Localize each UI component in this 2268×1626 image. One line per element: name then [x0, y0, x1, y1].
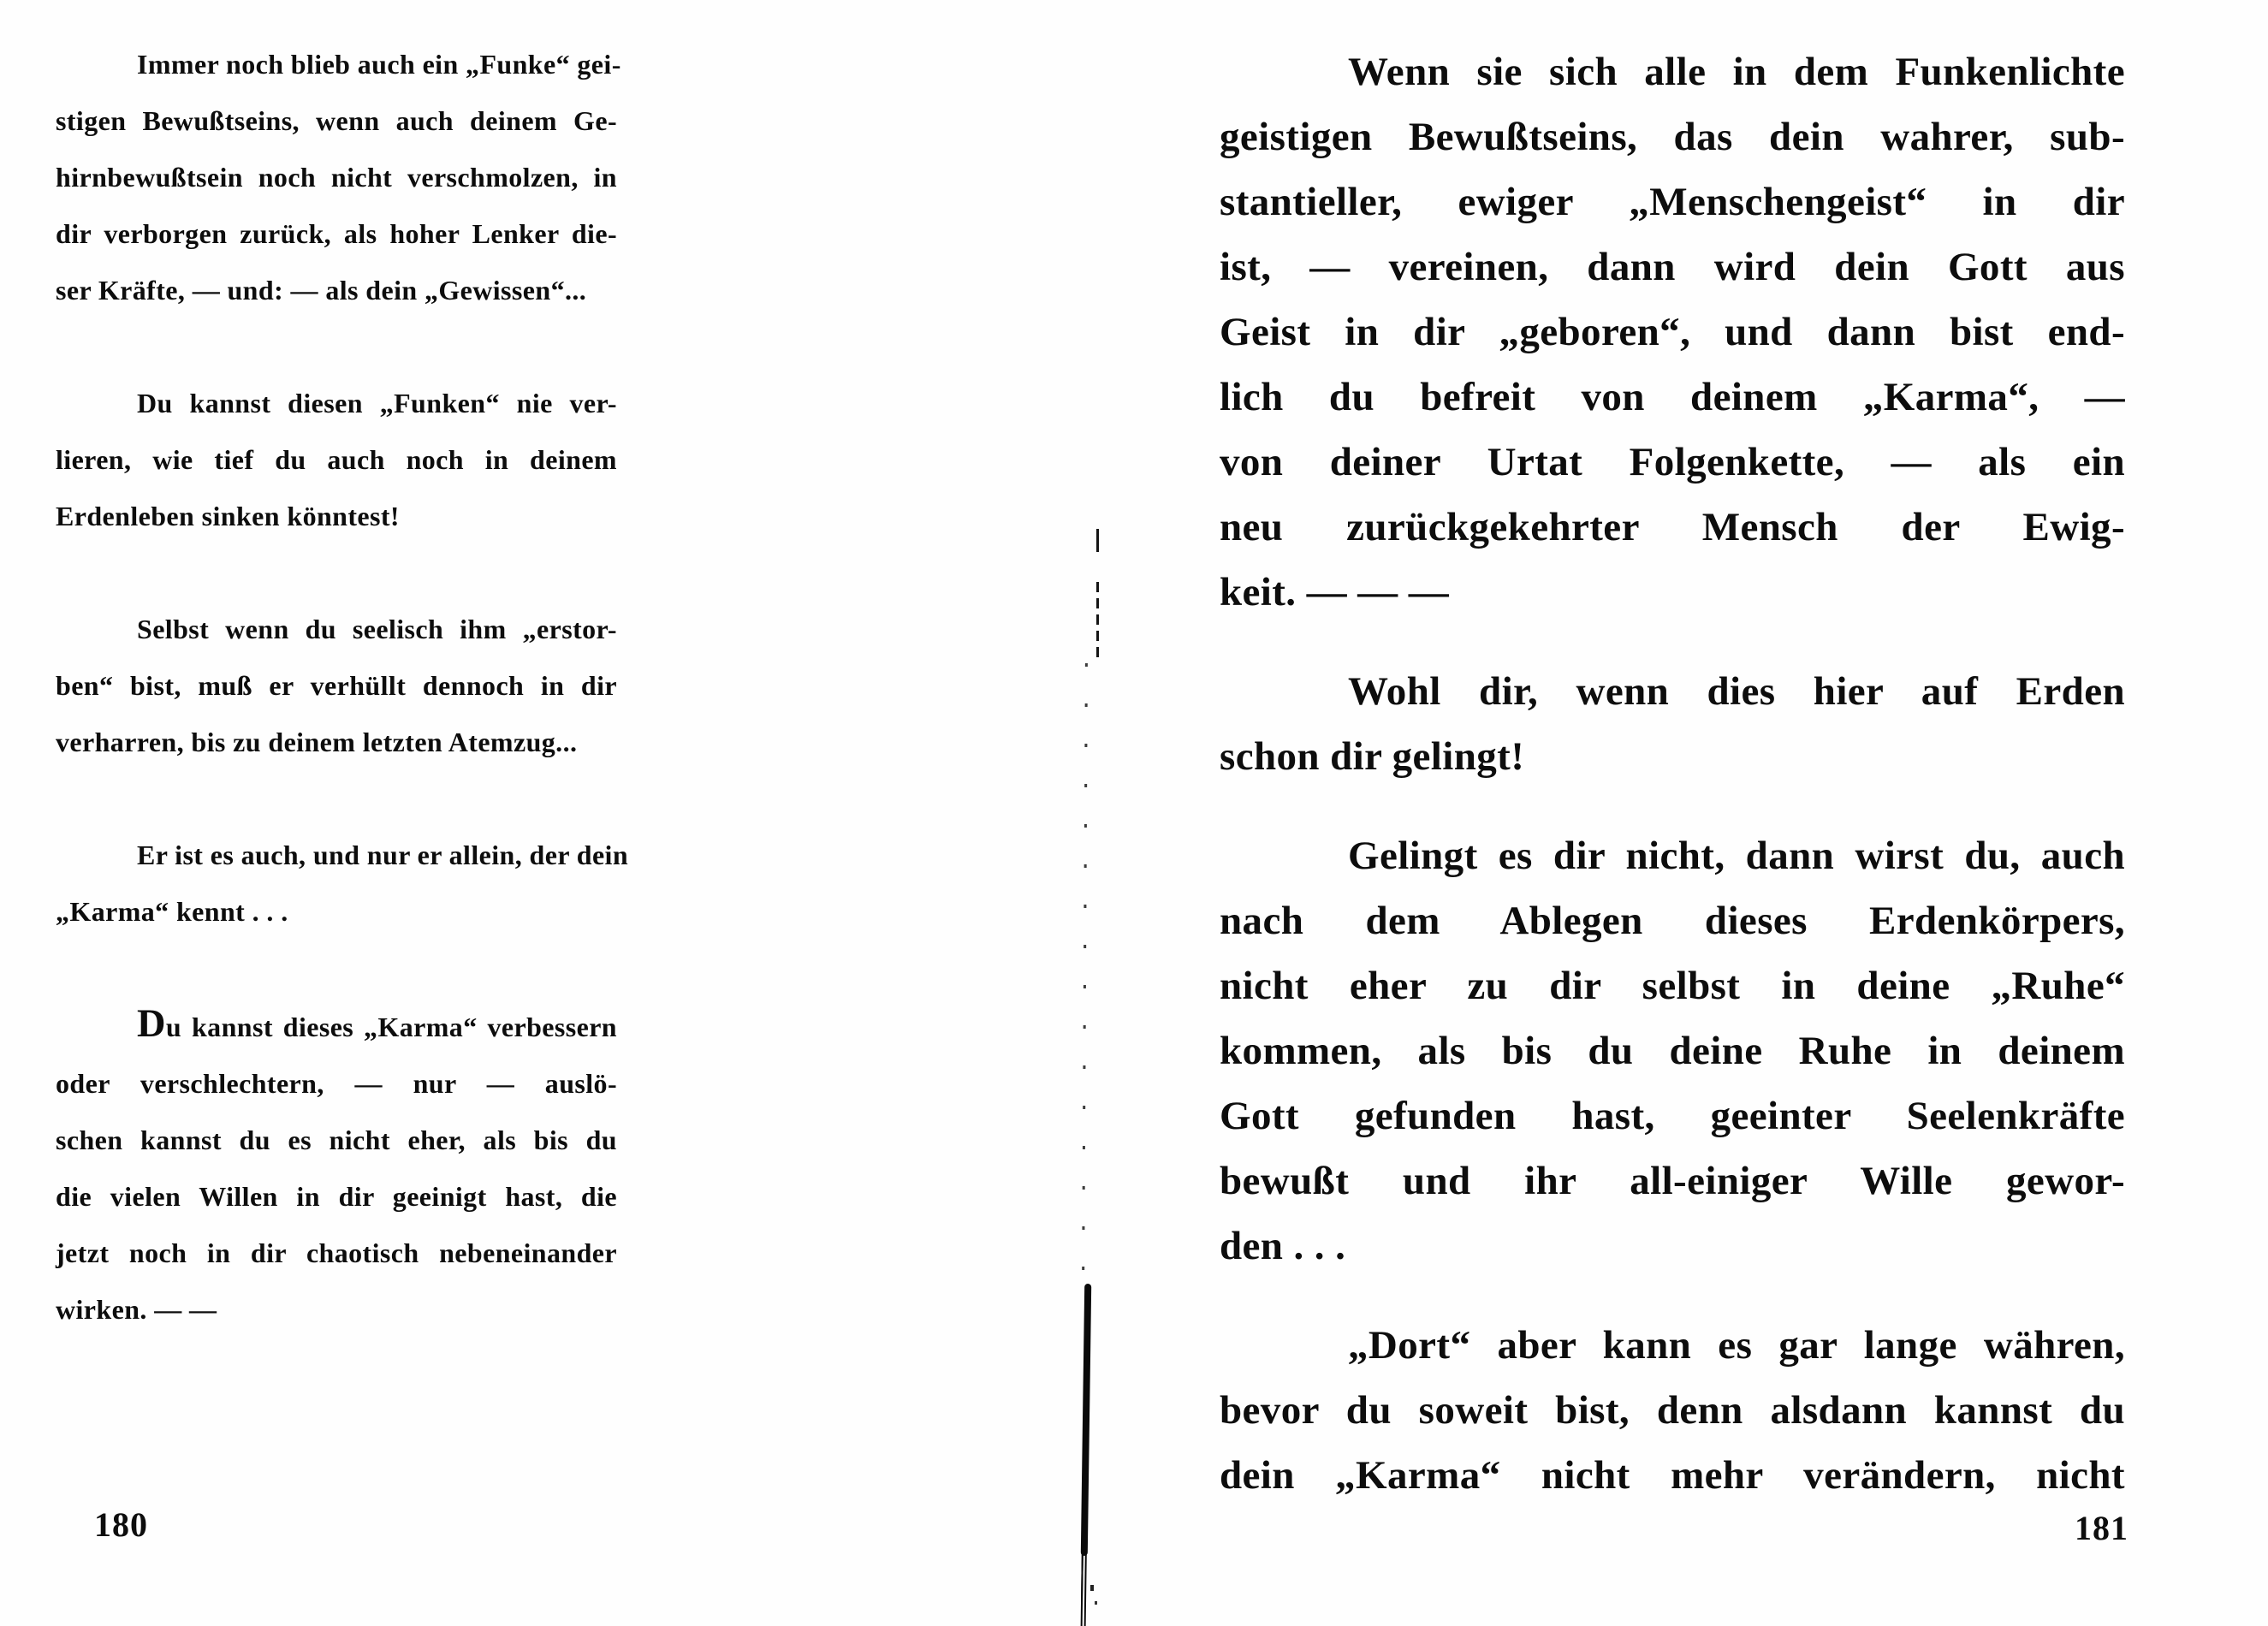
paragraph — [1220, 39, 2125, 625]
gutter-fold-line-top — [1096, 529, 1099, 552]
text-line: dein „Karma“ nicht mehr verändern, nicht — [1220, 1453, 2125, 1498]
gutter-fold-line-heavy — [1081, 1284, 1091, 1556]
gutter-fold-line-dashes — [1096, 582, 1099, 659]
text-line: hirnbewußtsein noch nicht verschmolzen, in — [56, 162, 617, 193]
paragraph — [56, 996, 617, 1338]
text-line: „Dort“ aber kann es gar lange währen, — [1348, 1323, 2125, 1368]
text-line: geistigen Bewußtseins, das dein wahrer, sub- — [1220, 115, 2125, 159]
text-line: nach dem Ablegen dieses Erdenkörpers, — [1220, 899, 2125, 943]
text-line: Wenn sie sich alle in dem Funkenlichte — [1348, 50, 2125, 94]
text-line: lieren, wie tief du auch noch in deinem — [56, 444, 617, 475]
paragraph — [1220, 1313, 2125, 1508]
text-line: oder verschlechtern, — nur — auslö- — [56, 1068, 617, 1099]
text-line: „Karma“ kennt . . . — [56, 896, 288, 927]
text-line: Er ist es auch, und nur er allein, der dein — [137, 840, 629, 870]
gutter-speck — [1090, 1585, 1094, 1591]
text-line: nicht eher zu dir selbst in deine „Ruhe“ — [1220, 964, 2125, 1008]
paragraph — [56, 36, 621, 318]
text-line: den . . . — [1220, 1224, 1346, 1268]
text-line: schen kannst du es nicht eher, als bis du — [56, 1125, 617, 1155]
text-line: Du kannst diesen „Funken“ nie ver- — [137, 388, 617, 418]
paragraph — [56, 375, 617, 544]
paragraph — [1220, 823, 2125, 1279]
paragraph — [56, 827, 629, 940]
text-line: ist, — vereinen, dann wird dein Gott aus — [1220, 245, 2125, 289]
text-line: verharren, bis zu deinem letzten Atemzug... — [56, 727, 578, 757]
text-line: Geist in dir „geboren“, und dann bist end- — [1220, 310, 2125, 354]
gutter-fold-line-speckles — [1082, 663, 1088, 1284]
text-line: bewußt und ihr all-einiger Wille gewor- — [1220, 1159, 2125, 1203]
text-line: von deiner Urtat Folgenkette, — als ein — [1220, 440, 2125, 484]
text-line: Immer noch blieb auch ein „Funke“ gei- — [137, 49, 621, 80]
text-line: Gott gefunden hast, geeinter Seelenkräfte — [1220, 1094, 2125, 1138]
page-181 — [1220, 39, 2125, 1542]
text-line: ben“ bist, muß er verhüllt dennoch in dir — [56, 670, 617, 701]
text-line: neu zurückgekehrter Mensch der Ewig- — [1220, 505, 2125, 549]
page-180 — [56, 36, 629, 1394]
text-line: jetzt noch in dir chaotisch nebeneinander — [56, 1237, 617, 1268]
text-line: ser Kräfte, — und: — als dein „Gewissen“... — [56, 275, 587, 306]
text-line: dir verborgen zurück, als hoher Lenker die- — [56, 218, 617, 249]
text-line: Du kannst dieses „Karma“ verbessern — [137, 1002, 617, 1046]
text-line: kommen, als bis du deine Ruhe in deinem — [1220, 1029, 2125, 1073]
text-line: die vielen Willen in dir geeinigt hast, die — [56, 1181, 617, 1212]
text-line: keit. — — — — [1220, 570, 1450, 614]
text-line: Wohl dir, wenn dies hier auf Erden — [1348, 669, 2125, 714]
text-line: stigen Bewußtseins, wenn auch deinem Ge- — [56, 105, 617, 136]
text-line: schon dir gelingt! — [1220, 734, 1525, 779]
gutter-speck — [1095, 1601, 1097, 1605]
text-line: bevor du soweit bist, denn alsdann kannst du — [1220, 1388, 2125, 1433]
text-line: wirken. — — — [56, 1294, 217, 1325]
text-line: Erdenleben sinken könntest! — [56, 501, 400, 531]
paragraph — [56, 601, 617, 770]
page-number-right: 181 — [2075, 1509, 2128, 1547]
paragraph — [1220, 659, 2125, 789]
text-line: Gelingt es dir nicht, dann wirst du, auch — [1348, 834, 2125, 878]
text-line: Selbst wenn du seelisch ihm „erstor- — [137, 614, 617, 644]
page-number-left: 180 — [94, 1505, 148, 1544]
text-line: stantieller, ewiger „Menschengeist“ in dir — [1220, 180, 2125, 224]
text-line: lich du befreit von deinem „Karma“, — — [1220, 375, 2125, 419]
